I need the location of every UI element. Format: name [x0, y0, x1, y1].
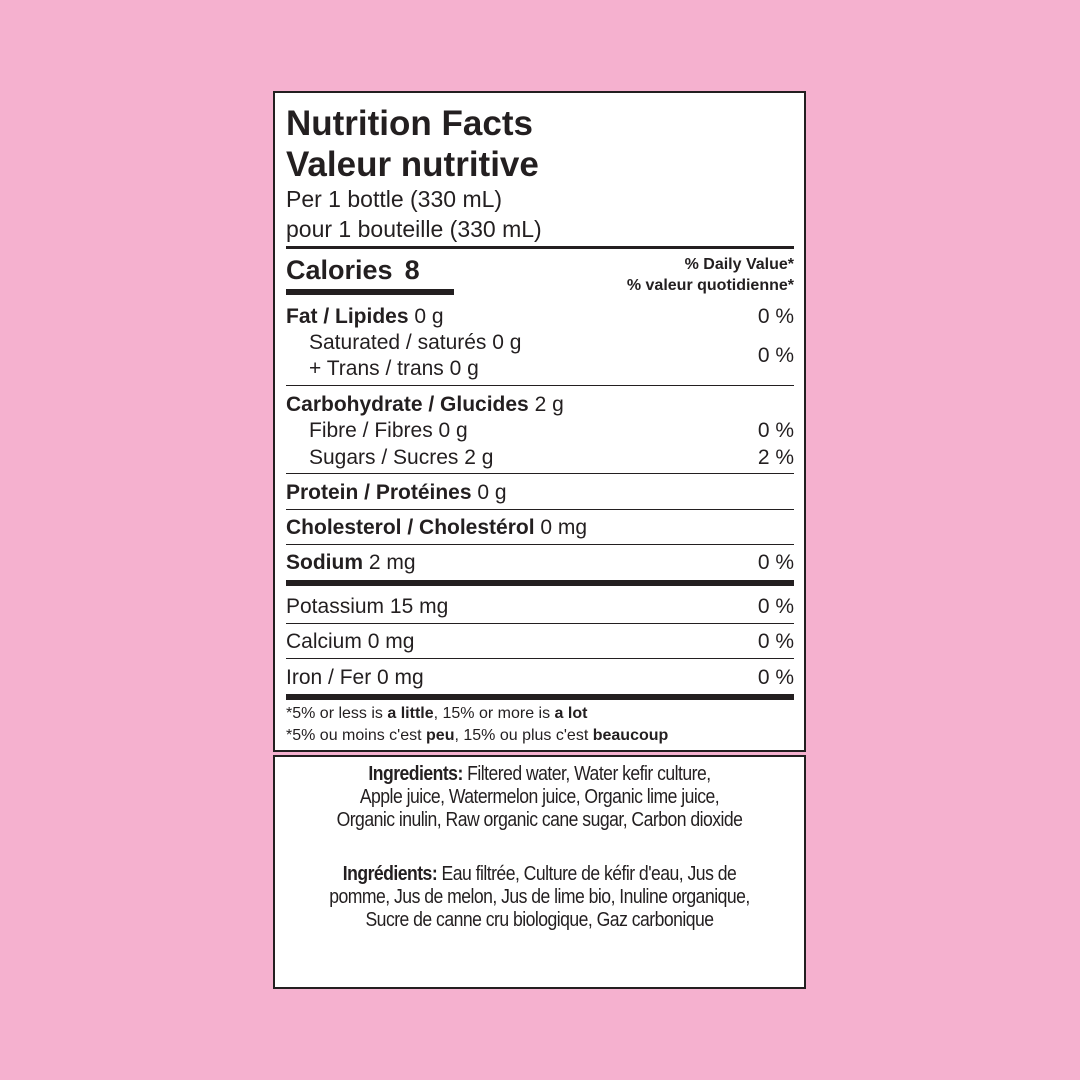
fat-label: Fat / Lipides	[286, 305, 409, 328]
fat-amount: 0 g	[414, 305, 444, 328]
sugars-label: Sugars / Sucres	[309, 446, 459, 469]
trans-amount: 0 g	[449, 357, 479, 380]
fibre-amount: 0 g	[438, 419, 468, 442]
divider-thick	[286, 246, 794, 249]
iron-label: Iron / Fer	[286, 666, 372, 689]
carbohydrate-amount: 2 g	[534, 393, 564, 416]
title-en: Nutrition Facts	[286, 104, 533, 143]
fibre-row	[286, 418, 794, 444]
sugars-row	[286, 445, 794, 471]
title-fr: Valeur nutritive	[286, 145, 539, 184]
sat-trans-dv: 0 %	[757, 344, 794, 367]
saturated-row	[286, 330, 794, 356]
divider-thick	[286, 694, 794, 700]
sugars-dv: 2 %	[757, 446, 794, 469]
calories-label: Calories	[286, 255, 393, 285]
saturated-amount: 0 g	[492, 331, 522, 354]
divider	[286, 623, 794, 624]
ingredients-en: Ingredients: Filtered water, Water kefir culture, Apple juice, Watermelon juice, Organic lime juice, Organic inulin, Raw organic cane sugar, Carbon dioxide	[336, 763, 743, 831]
carbohydrate-row	[286, 392, 794, 418]
serving-size-en: Per 1 bottle (330 mL)	[286, 186, 503, 212]
calcium-row	[286, 629, 794, 655]
fat-dv: 0 %	[757, 305, 794, 328]
divider	[286, 509, 794, 510]
divider	[286, 385, 794, 386]
serving-size-fr: pour 1 bouteille (330 mL)	[286, 216, 542, 242]
sugars-amount: 2 g	[464, 446, 494, 469]
footnote-fr: *5% ou moins c'est peu, 15% ou plus c'est beaucoup	[286, 727, 669, 744]
fibre-dv: 0 %	[757, 419, 794, 442]
trans-label: + Trans / trans	[309, 357, 444, 380]
divider	[286, 473, 794, 474]
protein-amount: 0 g	[477, 481, 507, 504]
sodium-label: Sodium	[286, 551, 363, 574]
divider	[286, 544, 794, 545]
iron-row	[286, 665, 794, 691]
cholesterol-amount: 0 mg	[540, 516, 588, 539]
sodium-row	[286, 550, 794, 576]
ingredients-fr-label: Ingrédients:	[342, 863, 438, 885]
ingredients-en-label: Ingredients:	[368, 763, 463, 785]
daily-value-header	[627, 254, 794, 296]
sodium-amount: 2 mg	[368, 551, 416, 574]
cholesterol-label: Cholesterol / Cholestérol	[286, 516, 535, 539]
divider	[286, 658, 794, 659]
calories-value: 8	[404, 255, 420, 285]
ingredients-fr: Ingrédients: Eau filtrée, Culture de kéfir d'eau, Jus de pomme, Jus de melon, Jus de lime bio, Inuline organique, Sucre de canne cru biologique, Gaz carbonique	[329, 863, 750, 931]
ingredients-panel	[273, 755, 806, 989]
sodium-dv: 0 %	[757, 551, 794, 574]
calcium-dv: 0 %	[757, 630, 794, 653]
calcium-label: Calcium	[286, 630, 362, 653]
calories-underline	[286, 289, 454, 295]
calories-row	[286, 253, 420, 287]
nutrition-facts-panel	[273, 91, 806, 752]
daily-value-header-fr: % valeur quotidienne*	[626, 277, 794, 294]
fibre-label: Fibre / Fibres	[309, 419, 433, 442]
calcium-amount: 0 mg	[367, 630, 415, 653]
potassium-dv: 0 %	[757, 595, 794, 618]
potassium-amount: 15 mg	[389, 595, 449, 618]
protein-row	[286, 480, 794, 506]
divider-thick	[286, 580, 794, 586]
potassium-label: Potassium	[286, 595, 385, 618]
iron-dv: 0 %	[757, 666, 794, 689]
fat-row	[286, 304, 794, 330]
iron-amount: 0 mg	[377, 666, 424, 689]
daily-value-header-en: % Daily Value*	[684, 256, 794, 273]
carbohydrate-label: Carbohydrate / Glucides	[286, 393, 529, 416]
cholesterol-row	[286, 515, 794, 541]
footnote-en: *5% or less is a little, 15% or more is a lot	[286, 705, 588, 722]
protein-label: Protein / Protéines	[286, 481, 472, 504]
saturated-label: Saturated / saturés	[309, 331, 487, 354]
potassium-row	[286, 594, 794, 620]
trans-row	[286, 356, 794, 382]
